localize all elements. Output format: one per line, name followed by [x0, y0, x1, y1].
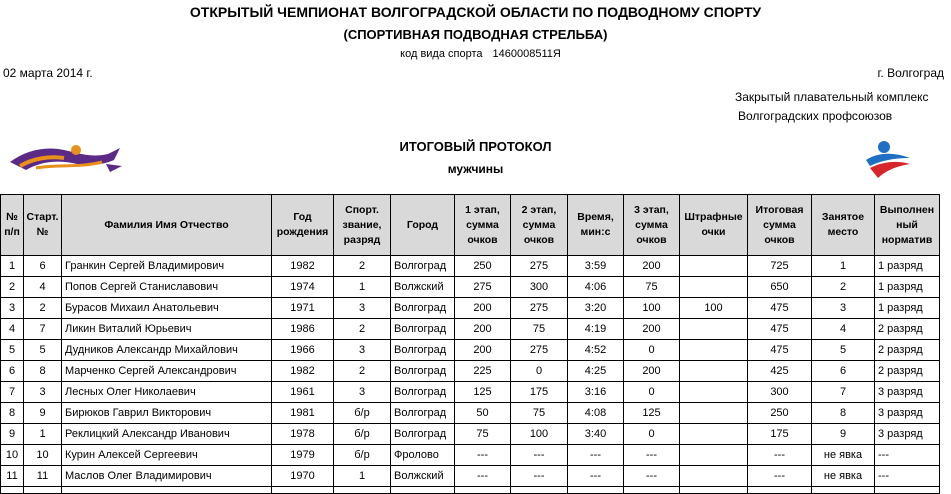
cell-empty	[455, 487, 511, 494]
cell-place: не явка	[812, 466, 875, 487]
cell-start-num: 8	[24, 361, 62, 382]
sport-code-label: код вида спорта	[400, 48, 483, 60]
cell-birth-year: 1979	[272, 445, 334, 466]
cell-norm: 1 разряд	[875, 298, 940, 319]
cell-stage3: 0	[624, 382, 680, 403]
col-header-total: Итоговая сумма очков	[748, 195, 812, 256]
cell-birth-year: 1981	[272, 403, 334, 424]
cell-penalty	[680, 445, 748, 466]
cell-total: 725	[748, 256, 812, 277]
protocol-title: ИТОГОВЫЙ ПРОТОКОЛ	[399, 139, 552, 154]
table-row	[1, 340, 940, 361]
cell-empty	[568, 487, 624, 494]
cell-city: Волгоград	[391, 403, 455, 424]
col-header-num: № п/п	[1, 195, 24, 256]
table-row	[1, 298, 940, 319]
cell-empty	[272, 487, 334, 494]
cell-num: 3	[1, 298, 24, 319]
cell-stage2: 275	[511, 340, 568, 361]
cell-empty	[875, 487, 940, 494]
event-date: 02 марта 2014 г.	[3, 66, 93, 80]
diver-logo-icon	[6, 136, 124, 178]
cell-rank: 3	[334, 382, 391, 403]
cell-city: Волгоград	[391, 382, 455, 403]
sport-code	[0, 48, 951, 60]
cell-empty	[24, 487, 62, 494]
cell-birth-year: 1970	[272, 466, 334, 487]
cell-stage1: 200	[455, 319, 511, 340]
cell-penalty	[680, 424, 748, 445]
cell-city: Волжский	[391, 277, 455, 298]
cell-stage1: 75	[455, 424, 511, 445]
cell-norm: 2 разряд	[875, 319, 940, 340]
cell-stage3: ---	[624, 445, 680, 466]
cell-norm: 1 разряд	[875, 256, 940, 277]
table-row	[1, 445, 940, 466]
table-header-row	[1, 195, 940, 256]
cell-place: 1	[812, 256, 875, 277]
cell-start-num: 2	[24, 298, 62, 319]
cell-rank: 1	[334, 277, 391, 298]
cell-total: 175	[748, 424, 812, 445]
cell-birth-year: 1986	[272, 319, 334, 340]
col-header-rank: Спорт. звание, разряд	[334, 195, 391, 256]
cell-place: 3	[812, 298, 875, 319]
cell-time: 4:06	[568, 277, 624, 298]
cell-start-num: 4	[24, 277, 62, 298]
cell-stage1: 250	[455, 256, 511, 277]
col-header-name: Фамилия Имя Отчество	[62, 195, 272, 256]
cell-stage2: 75	[511, 403, 568, 424]
table-row-partial	[1, 487, 940, 494]
cell-stage1: 50	[455, 403, 511, 424]
cell-norm: ---	[875, 445, 940, 466]
cell-rank: 3	[334, 340, 391, 361]
cell-num: 2	[1, 277, 24, 298]
cell-penalty	[680, 319, 748, 340]
cell-name: Реклицкий Александр Иванович	[62, 424, 272, 445]
cell-time: 4:52	[568, 340, 624, 361]
cell-start-num: 10	[24, 445, 62, 466]
cell-empty	[680, 487, 748, 494]
cell-start-num: 1	[24, 424, 62, 445]
cell-empty	[334, 487, 391, 494]
cell-city: Волгоград	[391, 424, 455, 445]
sport-code-value: 1460008511Я	[492, 48, 561, 60]
cell-birth-year: 1982	[272, 361, 334, 382]
cell-total: 300	[748, 382, 812, 403]
cell-rank: б/р	[334, 403, 391, 424]
cell-num: 5	[1, 340, 24, 361]
cell-place: не явка	[812, 445, 875, 466]
cell-stage2: 275	[511, 256, 568, 277]
cell-name: Дудников Александр Михайлович	[62, 340, 272, 361]
cell-start-num: 11	[24, 466, 62, 487]
cell-total: 425	[748, 361, 812, 382]
cell-stage1: 125	[455, 382, 511, 403]
cell-num: 9	[1, 424, 24, 445]
cell-penalty	[680, 340, 748, 361]
cell-rank: б/р	[334, 445, 391, 466]
cell-num: 1	[1, 256, 24, 277]
cell-penalty: 100	[680, 298, 748, 319]
col-header-stage1: 1 этап, сумма очков	[455, 195, 511, 256]
championship-subtitle: (СПОРТИВНАЯ ПОДВОДНАЯ СТРЕЛЬБА)	[343, 27, 608, 42]
cell-stage2: ---	[511, 466, 568, 487]
cell-city: Волгоград	[391, 256, 455, 277]
cell-total: 475	[748, 298, 812, 319]
cell-num: 7	[1, 382, 24, 403]
col-header-stage2: 2 этап, сумма очков	[511, 195, 568, 256]
cell-total: 475	[748, 340, 812, 361]
cell-time: 4:25	[568, 361, 624, 382]
cell-place: 2	[812, 277, 875, 298]
cell-time: ---	[568, 466, 624, 487]
cell-name: Лесных Олег Николаевич	[62, 382, 272, 403]
table-row	[1, 361, 940, 382]
cell-name: Ликин Виталий Юрьевич	[62, 319, 272, 340]
cell-city: Волжский	[391, 466, 455, 487]
col-header-stage3: 3 этап, сумма очков	[624, 195, 680, 256]
cell-stage3: ---	[624, 466, 680, 487]
cell-place: 6	[812, 361, 875, 382]
cell-name: Бурасов Михаил Анатольевич	[62, 298, 272, 319]
cell-rank: 2	[334, 361, 391, 382]
cell-penalty	[680, 403, 748, 424]
cell-stage2: 300	[511, 277, 568, 298]
cell-empty	[748, 487, 812, 494]
cell-name: Попов Сергей Станиславович	[62, 277, 272, 298]
cell-stage2: 100	[511, 424, 568, 445]
cell-stage3: 0	[624, 424, 680, 445]
cell-city: Волгоград	[391, 340, 455, 361]
cell-city: Волгоград	[391, 298, 455, 319]
cell-time: 3:20	[568, 298, 624, 319]
federation-logo-icon	[864, 138, 912, 180]
cell-birth-year: 1982	[272, 256, 334, 277]
cell-start-num: 6	[24, 256, 62, 277]
table-row	[1, 424, 940, 445]
cell-rank: б/р	[334, 424, 391, 445]
cell-place: 4	[812, 319, 875, 340]
table-row	[1, 466, 940, 487]
cell-empty	[511, 487, 568, 494]
cell-stage3: 200	[624, 319, 680, 340]
cell-stage1: 200	[455, 340, 511, 361]
cell-place: 9	[812, 424, 875, 445]
cell-time: ---	[568, 445, 624, 466]
cell-time: 4:19	[568, 319, 624, 340]
cell-num: 6	[1, 361, 24, 382]
cell-rank: 2	[334, 319, 391, 340]
cell-stage1: 275	[455, 277, 511, 298]
table-row	[1, 277, 940, 298]
cell-stage3: 100	[624, 298, 680, 319]
cell-total: 650	[748, 277, 812, 298]
cell-birth-year: 1961	[272, 382, 334, 403]
cell-time: 4:08	[568, 403, 624, 424]
cell-penalty	[680, 277, 748, 298]
col-header-place: Занятое место	[812, 195, 875, 256]
table-row	[1, 382, 940, 403]
cell-norm: ---	[875, 466, 940, 487]
table-row	[1, 319, 940, 340]
cell-stage1: ---	[455, 466, 511, 487]
cell-stage1: ---	[455, 445, 511, 466]
cell-empty	[62, 487, 272, 494]
cell-birth-year: 1971	[272, 298, 334, 319]
cell-empty	[812, 487, 875, 494]
col-header-norm: Выполнен ный норматив	[875, 195, 940, 256]
cell-empty	[624, 487, 680, 494]
venue-line-2: Волгоградских профсоюзов	[738, 109, 893, 123]
cell-penalty	[680, 361, 748, 382]
cell-city: Фролово	[391, 445, 455, 466]
cell-time: 3:16	[568, 382, 624, 403]
cell-place: 5	[812, 340, 875, 361]
results-table	[0, 194, 940, 494]
cell-stage3: 0	[624, 340, 680, 361]
protocol-subtitle: мужчины	[447, 162, 504, 176]
cell-norm: 3 разряд	[875, 382, 940, 403]
cell-norm: 2 разряд	[875, 340, 940, 361]
cell-start-num: 5	[24, 340, 62, 361]
cell-total: 475	[748, 319, 812, 340]
col-header-time: Время, мин:с	[568, 195, 624, 256]
cell-birth-year: 1966	[272, 340, 334, 361]
cell-name: Марченко Сергей Александрович	[62, 361, 272, 382]
cell-time: 3:59	[568, 256, 624, 277]
col-header-city: Город	[391, 195, 455, 256]
col-header-birth-year: Год рождения	[272, 195, 334, 256]
cell-stage1: 225	[455, 361, 511, 382]
cell-num: 10	[1, 445, 24, 466]
cell-penalty	[680, 382, 748, 403]
cell-stage2: 175	[511, 382, 568, 403]
table-row	[1, 256, 940, 277]
cell-norm: 2 разряд	[875, 361, 940, 382]
cell-rank: 2	[334, 256, 391, 277]
cell-norm: 1 разряд	[875, 277, 940, 298]
cell-city: Волгоград	[391, 319, 455, 340]
table-row	[1, 403, 940, 424]
cell-stage3: 75	[624, 277, 680, 298]
cell-empty	[1, 487, 24, 494]
cell-num: 4	[1, 319, 24, 340]
cell-time: 3:40	[568, 424, 624, 445]
col-header-penalty: Штрафные очки	[680, 195, 748, 256]
event-city: г. Волгоград	[877, 66, 944, 80]
cell-stage2: ---	[511, 445, 568, 466]
col-header-start-num: Старт. №	[24, 195, 62, 256]
cell-name: Гранкин Сергей Владимирович	[62, 256, 272, 277]
cell-stage2: 275	[511, 298, 568, 319]
cell-place: 7	[812, 382, 875, 403]
cell-num: 11	[1, 466, 24, 487]
cell-norm: 3 разряд	[875, 424, 940, 445]
cell-stage3: 125	[624, 403, 680, 424]
cell-total: 250	[748, 403, 812, 424]
cell-start-num: 9	[24, 403, 62, 424]
cell-total: ---	[748, 445, 812, 466]
cell-penalty	[680, 466, 748, 487]
cell-penalty	[680, 256, 748, 277]
cell-stage1: 200	[455, 298, 511, 319]
cell-rank: 3	[334, 298, 391, 319]
cell-city: Волгоград	[391, 361, 455, 382]
cell-empty	[391, 487, 455, 494]
cell-start-num: 3	[24, 382, 62, 403]
cell-name: Маслов Олег Владимирович	[62, 466, 272, 487]
cell-name: Курин Алексей Сергеевич	[62, 445, 272, 466]
cell-birth-year: 1974	[272, 277, 334, 298]
cell-name: Бирюков Гаврил Викторович	[62, 403, 272, 424]
cell-stage2: 0	[511, 361, 568, 382]
venue-line-1: Закрытый плавательный комплекс	[735, 90, 929, 104]
cell-stage3: 200	[624, 256, 680, 277]
cell-birth-year: 1978	[272, 424, 334, 445]
cell-stage2: 75	[511, 319, 568, 340]
cell-num: 8	[1, 403, 24, 424]
cell-rank: 1	[334, 466, 391, 487]
cell-stage3: 200	[624, 361, 680, 382]
championship-title: ОТКРЫТЫЙ ЧЕМПИОНАТ ВОЛГОГРАДСКОЙ ОБЛАСТИ ПО ПОДВОДНОМУ СПОРТУ	[189, 4, 762, 20]
cell-norm: 3 разряд	[875, 403, 940, 424]
cell-place: 8	[812, 403, 875, 424]
cell-total: ---	[748, 466, 812, 487]
cell-start-num: 7	[24, 319, 62, 340]
